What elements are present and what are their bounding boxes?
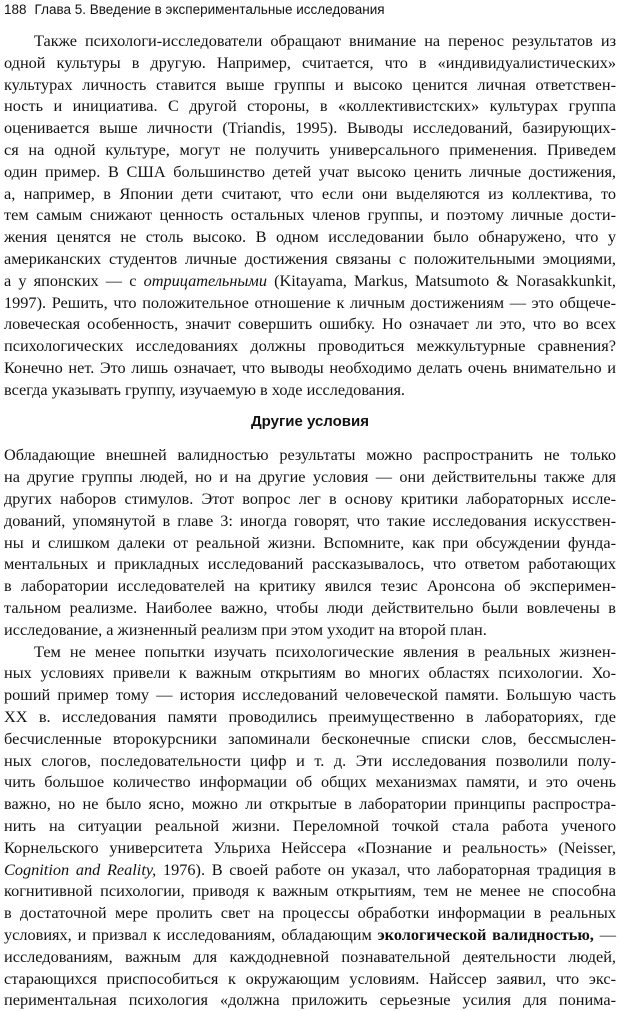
- page-number: 188: [4, 2, 27, 17]
- text-line: ментальных и прикладных исследований рассказывалось, что ответом работающих: [4, 554, 616, 574]
- text-line: XX в. исследования памяти проводились преимущественно в лабораториях, где: [4, 707, 616, 726]
- text-run: 1976). В своей работе он указал, что лабораторная традиция в: [156, 859, 616, 879]
- text-line: американских студентов личные достижения связаны с положительными эмоциями,: [4, 249, 616, 268]
- text-line: 1997). Решить, что положительное отношение к личным достижениям — это общече-: [4, 292, 616, 312]
- text-line: в достаточной мере пролить свет на процессы обработки информации в реальных: [4, 903, 616, 923]
- text-line: культурах личность ставится выше группы и высоко ценится личная ответствен-: [4, 74, 616, 94]
- text-line: Обладающие внешней валидностью результаты можно распространить не только: [4, 445, 616, 465]
- text-line: чить большое количество информации об общих механизмах памяти, и это очень: [4, 772, 616, 792]
- text-line: [4, 270, 616, 292]
- text-run: —: [593, 925, 616, 944]
- bold-term: экологической валидностью,: [377, 925, 594, 944]
- text-line: ных условиях привели к важным открытиям во многих областях психологии. Хо-: [4, 663, 616, 683]
- text-line: роший пример тому — история исследований человеческой памяти. Большую часть: [4, 685, 616, 705]
- text-line: дований, упомянутой в главе 3: иногда говорят, что такие исследования искусствен-: [4, 510, 616, 530]
- text-line: а, например, в Японии дети считают, что если они выделяются из коллектива, то: [4, 183, 616, 203]
- text-line: ловеческая особенность, значит совершить ошибку. Но означает ли это, что во всех: [4, 314, 616, 334]
- text-line: периментальная психология «должна приложить серьезные усилия для понима-: [4, 990, 616, 1010]
- text-run: условиях, и призвал к исследованиям, обладающим: [4, 925, 378, 944]
- text-line: ся на одной культуре, могут не получить универсального применения. Приведем: [4, 140, 616, 159]
- text-line: важно, но не было ясно, можно ли открытые в лаборатории принципы распростра-: [4, 794, 616, 814]
- text-line: исследованиям, важным для каждодневной познавательной деятельности людей,: [4, 946, 616, 966]
- text-line: Тем не менее попытки изучать психологические явления в реальных жизнен-: [34, 641, 616, 661]
- text-line: когнитивной психологии, приводя к важным открытиям, тем не менее не способна: [4, 881, 616, 901]
- text-line: в лаборатории исследователей на критику явился тезис Аронсона об эксперимен-: [4, 576, 616, 596]
- text-line: жения ценятся не столь высоко. В одном исследовании было обнаружено, что у: [4, 227, 616, 247]
- text-line: старающихся приспособиться к окружающим условиям. Найссер заявил, что экс-: [4, 968, 616, 988]
- italic-emphasis: отрицательными: [143, 270, 267, 290]
- text-line: Корнельского университета Ульриха Нейссера «Познание и реальность» (Neisser,: [4, 837, 616, 857]
- text-line: тем самым снижают ценность остальных членов группы, и поэтому личные дости-: [4, 205, 616, 225]
- text-line: ность и инициатива. С другой стороны, в «коллективистских» культурах группа: [4, 96, 616, 116]
- running-head: [4, 2, 385, 17]
- text-line: других наборов стимулов. Этот вопрос лег в основу критики лабораторных иссле-: [4, 489, 616, 508]
- chapter-title: Глава 5. Введение в экспериментальные исследования: [34, 2, 385, 17]
- text-line: один пример. В США большинство детей учат высоко ценить личные достижения,: [4, 161, 616, 181]
- text-line: тальном реализме. Наиболее важно, чтобы люди действительно были вовлечены в: [4, 598, 616, 617]
- text-run: а у японских — с: [4, 270, 144, 290]
- text-run: (Kitayama, Markus, Matsumoto & Norasakkunkit,: [266, 270, 616, 290]
- text-line: ны и слишком далеки от реальной жизни. Вспомните, как при обсуждении фунда-: [4, 532, 616, 552]
- text-line: Конечно нет. Это лишь означает, что выводы необходимо делать очень внимательно и: [4, 358, 616, 377]
- text-line: ных слогов, последовательности цифр и т. д. Эти исследования позволили полу-: [4, 750, 616, 770]
- text-line: одной культуры в другую. Например, считается, что в «индивидуалистических»: [4, 52, 616, 72]
- section-heading: Другие условия: [251, 412, 369, 430]
- text-line: [4, 859, 616, 881]
- text-line: [4, 924, 616, 946]
- text-line: бесчисленные второкурсники запоминали бесконечные списки слов, бессмыслен-: [4, 728, 616, 748]
- text-line: на другие группы людей, но и на другие условия — они действительны также для: [4, 467, 616, 487]
- text-line: исследование, а жизненный реализм при этом уходит на второй план.: [4, 619, 487, 639]
- text-line: нить на ситуации реальной жизни. Переломной точкой стала работа ученого: [4, 816, 616, 835]
- text-line: всегда указывать группу, изучаемую в ходе исследования.: [4, 379, 406, 399]
- text-line: оценивается выше личности (Triandis, 1995). Выводы исследований, базирующих-: [4, 118, 616, 138]
- text-line: психологических исследованиях должны проводиться межкультурные сравнения?: [4, 336, 616, 356]
- italic-title: Cognition and Reality,: [4, 859, 157, 879]
- text-line: Также психологи-исследователи обращают внимание на перенос результатов из: [34, 31, 616, 50]
